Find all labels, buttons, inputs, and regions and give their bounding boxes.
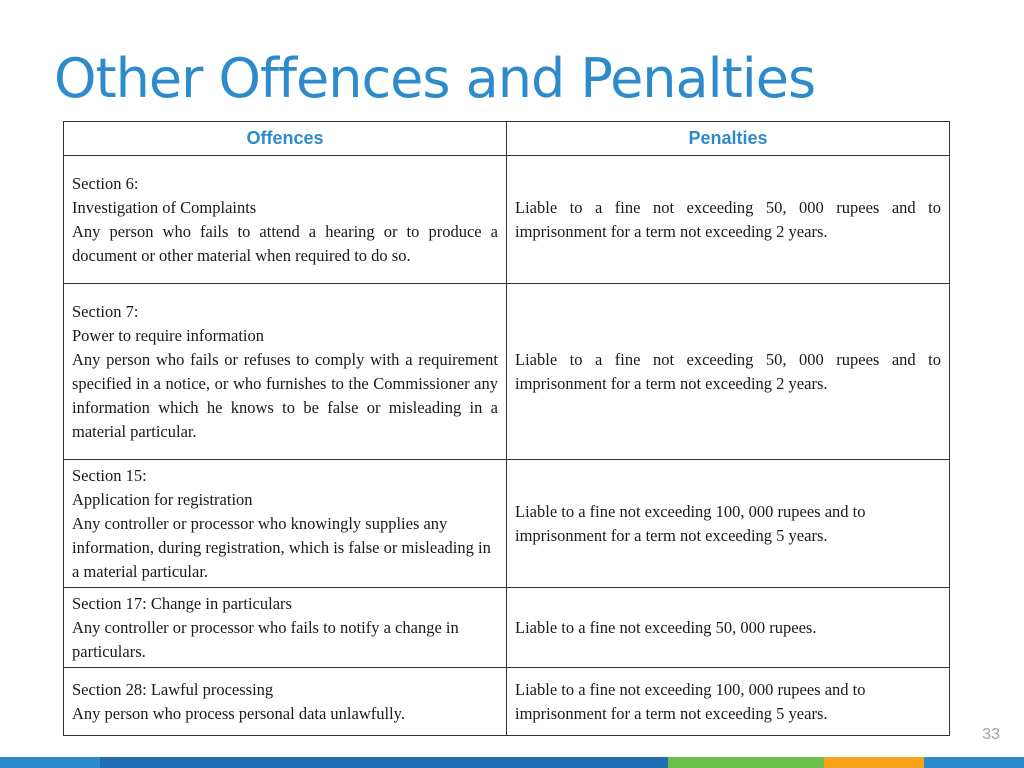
offence-cell	[64, 460, 507, 588]
table-row	[64, 668, 950, 736]
penalty-cell: Liable to a fine not exceeding 100, 000 rupees and to imprisonment for a term not exceeding 5 years.	[507, 668, 950, 736]
penalty-cell: Liable to a fine not exceeding 50, 000 rupees.	[507, 588, 950, 668]
offence-description: Any person who fails or refuses to comply with a requirement specified in a notice, or who furnishes to the Commissioner any information which he knows to be false or misleading in a material particular.	[72, 349, 498, 441]
penalty-cell: Liable to a fine not exceeding 50, 000 rupees and to imprisonment for a term not exceeding 2 years.	[507, 284, 950, 460]
table-row	[64, 156, 950, 284]
page-number: 33	[982, 726, 1000, 743]
penalty-cell: Liable to a fine not exceeding 100, 000 rupees and to imprisonment for a term not exceeding 5 years.	[507, 460, 950, 588]
offence-description: Any person who process personal data unlawfully.	[72, 703, 405, 723]
penalty-cell: Liable to a fine not exceeding 50, 000 rupees and to imprisonment for a term not exceeding 2 years.	[507, 156, 950, 284]
offence-cell	[64, 156, 507, 284]
offence-heading: Power to require information	[72, 325, 264, 345]
offence-section: Section 7:	[72, 301, 139, 321]
footer-bar-segment	[924, 757, 1024, 768]
footer-color-bar	[0, 757, 1024, 768]
offences-table	[63, 121, 950, 736]
table-header-row	[64, 122, 950, 156]
offence-description: Any controller or processor who fails to notify a change in particulars.	[72, 617, 459, 661]
offence-cell	[64, 668, 507, 736]
offence-section: Section 15:	[72, 465, 147, 485]
offence-heading: Section 17: Change in particulars	[72, 593, 292, 613]
header-penalties: Penalties	[507, 122, 950, 156]
offence-cell	[64, 284, 507, 460]
offence-heading: Investigation of Complaints	[72, 197, 257, 217]
footer-bar-segment	[668, 757, 824, 768]
header-offences: Offences	[64, 122, 507, 156]
table-row	[64, 460, 950, 588]
footer-bar-segment	[824, 757, 924, 768]
table-row	[64, 588, 950, 668]
slide-title: Other Offences and Penalties	[54, 47, 816, 110]
offence-heading: Application for registration	[72, 489, 253, 509]
offence-cell	[64, 588, 507, 668]
footer-bar-segment	[0, 757, 100, 768]
table-row	[64, 284, 950, 460]
offence-description: Any person who fails to attend a hearing or to produce a document or other material when required to do so.	[72, 221, 498, 265]
offence-section: Section 6:	[72, 173, 139, 193]
offence-description: Any controller or processor who knowingly supplies any information, during registration, which is false or misleading in a material particular.	[72, 513, 491, 581]
footer-bar-segment	[100, 757, 668, 768]
offence-heading: Section 28: Lawful processing	[72, 679, 274, 699]
